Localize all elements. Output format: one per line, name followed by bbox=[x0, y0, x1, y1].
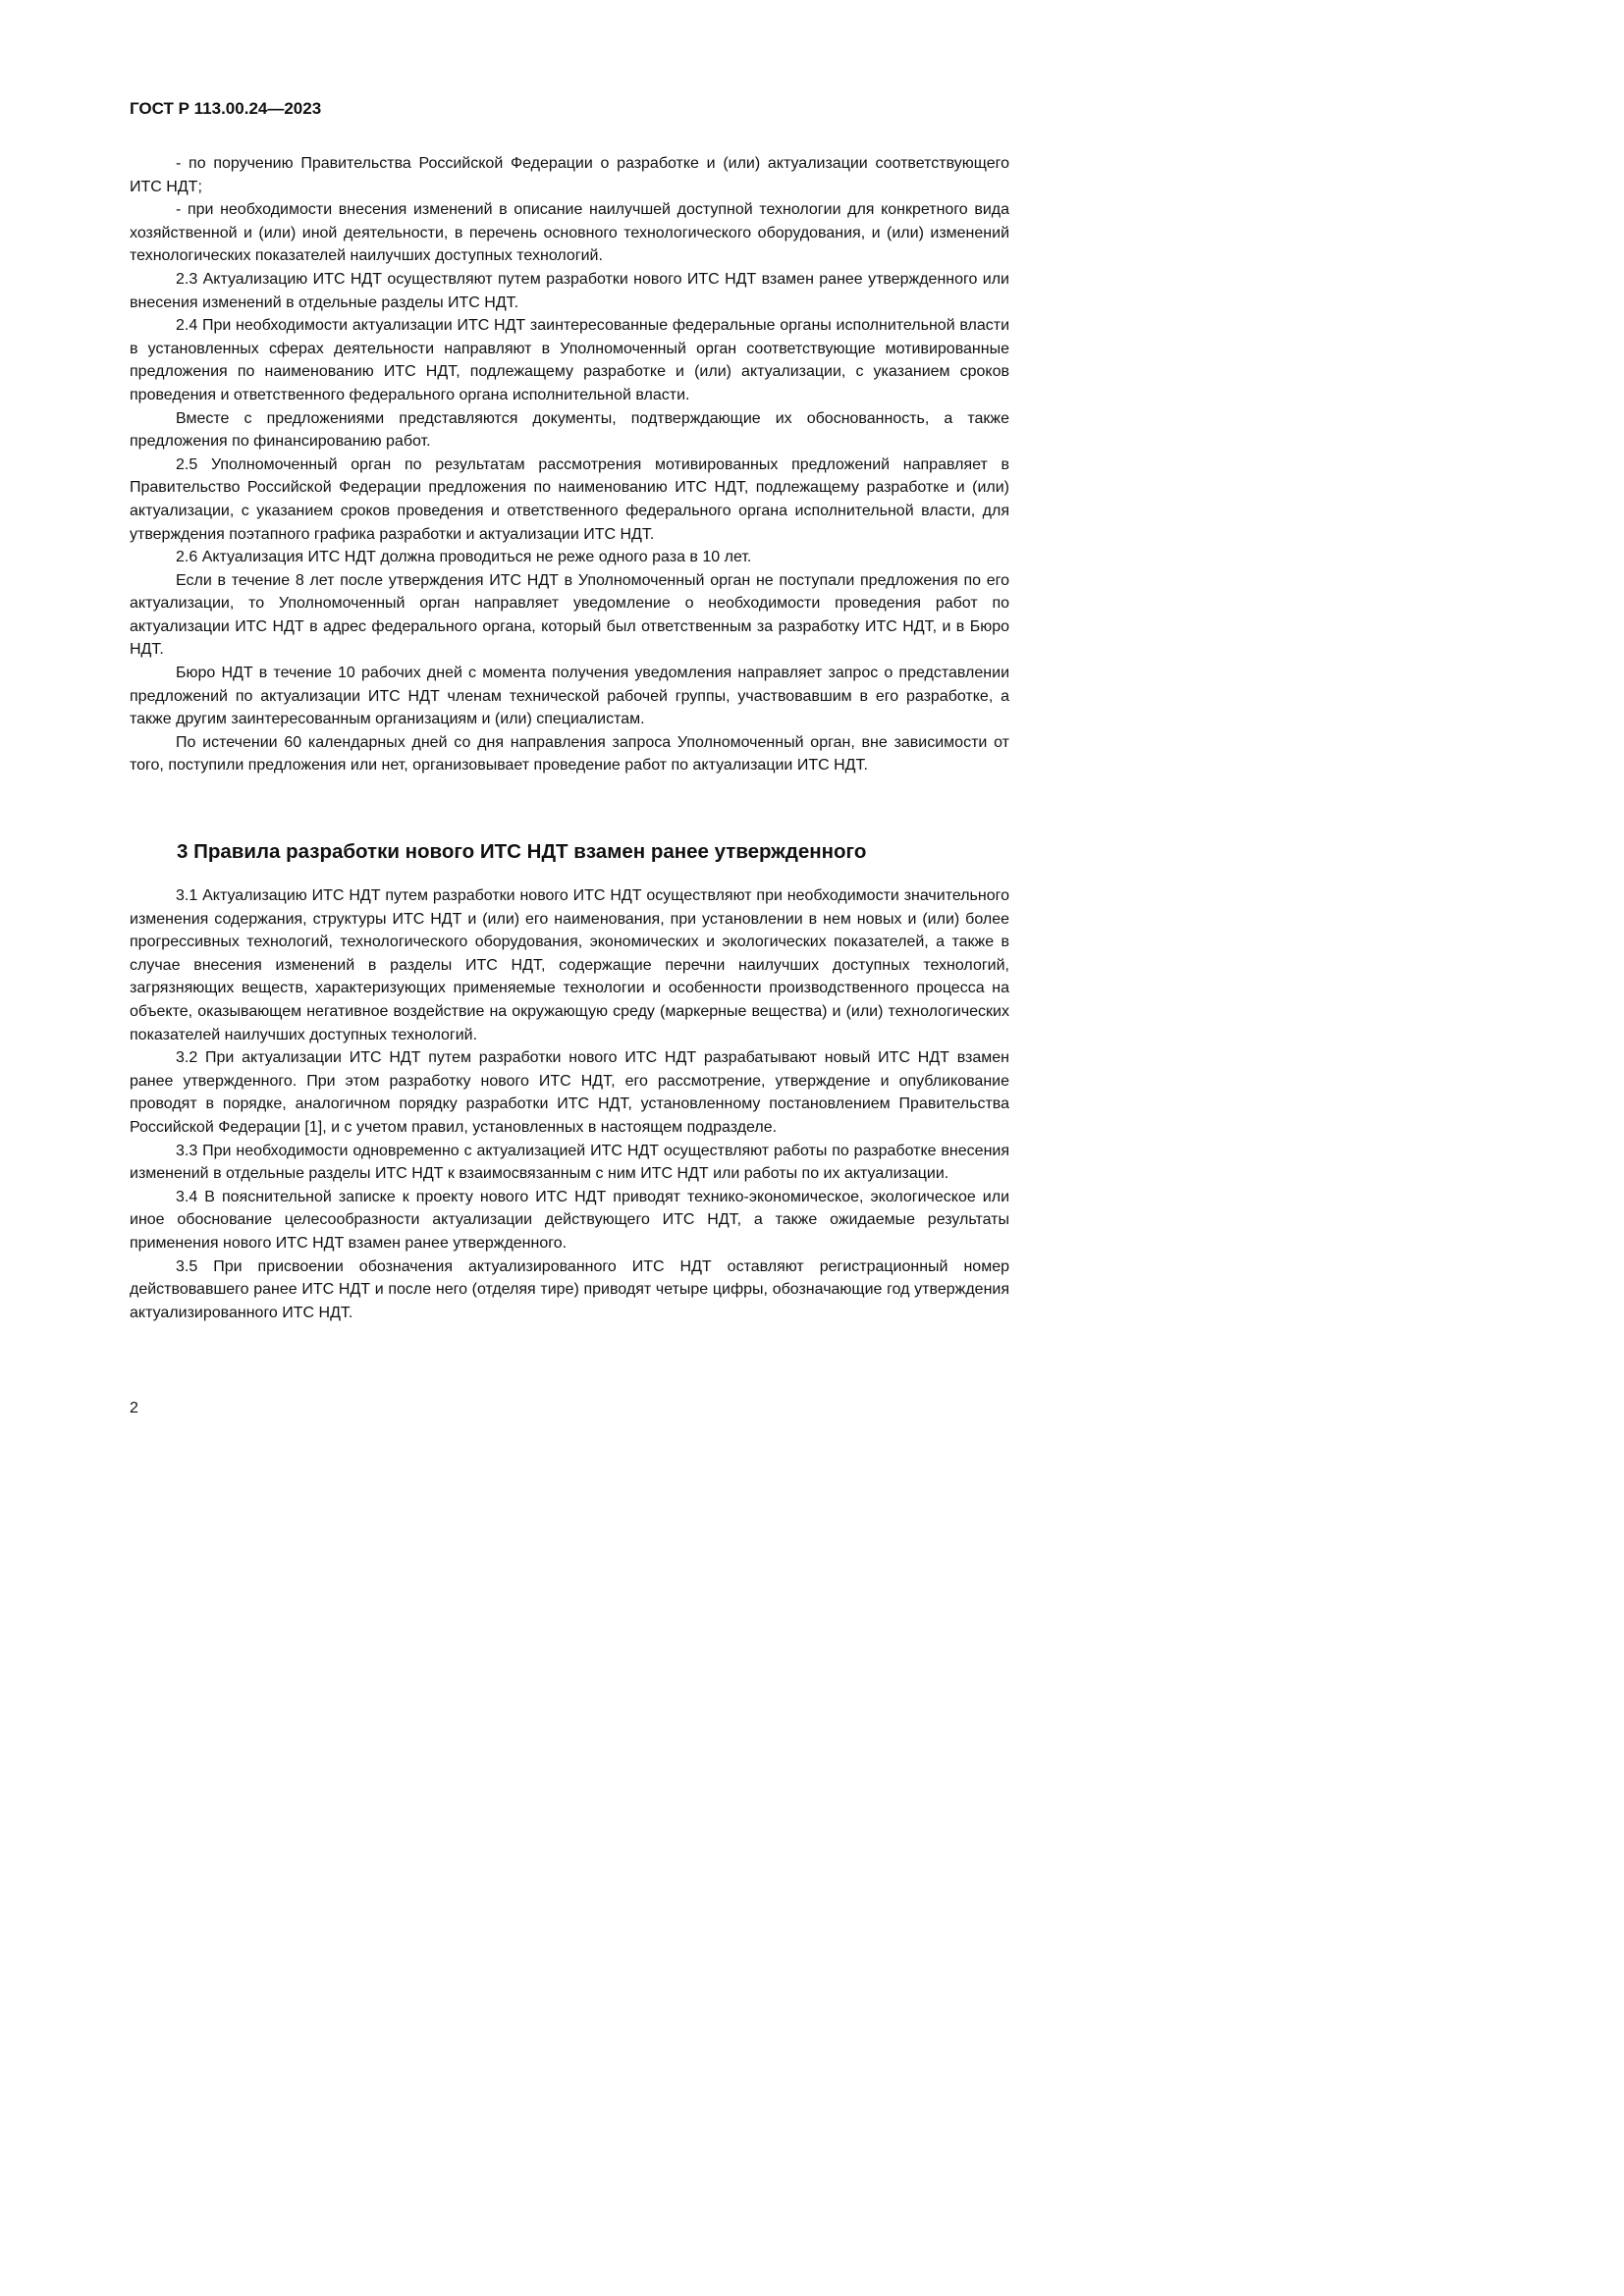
paragraph-2-4: 2.4 При необходимости актуализации ИТС НДТ заинтересованные федеральные органы исполнительной власти в установленных сферах деятельности направляют в Уполномоченный орган соответствующие мотивированные предложения по наименованию ИТС НДТ, подлежащему разработке и (или) актуализации, с указанием сроков проведения и ответственного федерального органа исполнительной власти. bbox=[130, 317, 1009, 403]
paragraph-2-3: 2.3 Актуализацию ИТС НДТ осуществляют путем разработки нового ИТС НДТ взамен ранее утвержденного или внесения изменений в отдельные разделы ИТС НДТ. bbox=[130, 270, 1009, 311]
paragraph-2-6: 2.6 Актуализация ИТС НДТ должна проводиться не реже одного раза в 10 лет. bbox=[176, 549, 752, 566]
paragraph-2-4-cont: Вместе с предложениями представляются документы, подтверждающие их обоснованность, а также предложения по финансированию работ. bbox=[130, 409, 1009, 451]
paragraph-3-2: 3.2 При актуализации ИТС НДТ путем разработки нового ИТС НДТ разрабатывают новый ИТС НДТ взамен ранее утвержденного. При этом разработку нового ИТС НДТ, его рассмотрение, утверждение и опубликование проводят в порядке, аналогичном порядку разработки ИТС НДТ, установленному постановлением Правительства Российской Федерации [1], и с учетом правил, установленных в настоящем подразделе. bbox=[130, 1049, 1009, 1136]
paragraph-3-3: 3.3 При необходимости одновременно с актуализацией ИТС НДТ осуществляют работы по разработке внесения изменений в отдельные разделы ИТС НДТ к взаимосвязанным с ним ИТС НДТ или работы по их актуализации. bbox=[130, 1142, 1009, 1183]
paragraph-3-5: 3.5 При присвоении обозначения актуализированного ИТС НДТ оставляют регистрационный номер действовавшего ранее ИТС НДТ и после него (отделяя тире) приводят четыре цифры, обозначающие год утверждения актуализированного ИТС НДТ. bbox=[130, 1257, 1009, 1321]
paragraph-2-6-cont-1: Если в течение 8 лет после утверждения ИТС НДТ в Уполномоченный орган не поступали предложения по его актуализации, то Уполномоченный орган направляет уведомление о необходимости проведения работ по актуализации ИТС НДТ в адрес федерального органа, который был ответственным за разработку ИТС НДТ, и в Бюро НДТ. bbox=[130, 571, 1009, 659]
paragraph-2-5: 2.5 Уполномоченный орган по результатам рассмотрения мотивированных предложений направляет в Правительство Российской Федерации предложения по наименованию ИТС НДТ, подлежащему разработке и (или) актуализации, с указанием сроков проведения и ответственного федерального органа исполнительной власти, для утверждения поэтапного графика разработки и актуализации ИТС НДТ. bbox=[130, 455, 1009, 543]
paragraph-3-1: 3.1 Актуализацию ИТС НДТ путем разработки нового ИТС НДТ осуществляют при необходимости значительного изменения содержания, структуры ИТС НДТ и (или) его наименования, при установлении в нем новых и (или) более прогрессивных технологий, технологического оборудования, экономических и экологических показателей, а также в случае внесения изменений в разделы ИТС НДТ, содержащие перечни наилучших доступных технологий, загрязняющих веществ, характеризующих применяемые технологии и особенности производственного процесса на объекте, оказывающем негативное воздействие на окружающую среду (маркерные вещества) и (или) технологических показателей наилучших доступных технологий. bbox=[130, 887, 1009, 1043]
paragraph-2-6-cont-3: По истечении 60 календарных дней со дня направления запроса Уполномоченный орган, вне зависимости от того, поступили предложения или нет, организовывает проведение работ по актуализации ИТС НДТ. bbox=[130, 733, 1009, 774]
section-3-title: 3 Правила разработки нового ИТС НДТ взамен ранее утвержденного bbox=[177, 840, 867, 863]
paragraph-3-4: 3.4 В пояснительной записке к проекту нового ИТС НДТ приводят технико-экономическое, экологическое или иное обоснование целесообразности актуализации действующего ИТС НДТ, а также ожидаемые результаты применения нового ИТС НДТ взамен ранее утвержденного. bbox=[130, 1188, 1009, 1252]
text-block-section-3 bbox=[130, 884, 1009, 1324]
document-page bbox=[0, 0, 1085, 1534]
document-header: ГОСТ Р 113.00.24—2023 bbox=[130, 99, 322, 118]
text-block-section-2 bbox=[130, 152, 1009, 777]
paragraph-item-1: - по поручению Правительства Российской Федерации о разработке и (или) актуализации соответствующего ИТС НДТ; bbox=[130, 155, 1009, 195]
paragraph-2-6-cont-2: Бюро НДТ в течение 10 рабочих дней с момента получения уведомления направляет запрос о представлении предложений по актуализации ИТС НДТ членам технической рабочей группы, участвовавшим в его разработке, а также другим заинтересованным организациям и (или) специалистам. bbox=[130, 665, 1009, 728]
page-number: 2 bbox=[130, 1400, 138, 1416]
paragraph-item-2: - при необходимости внесения изменений в описание наилучшей доступной технологии для конкретного вида хозяйственной и (или) иной деятельности, в перечень основного технологического оборудования, и (или) изменений технологических показателей наилучших доступных технологий. bbox=[130, 201, 1009, 265]
